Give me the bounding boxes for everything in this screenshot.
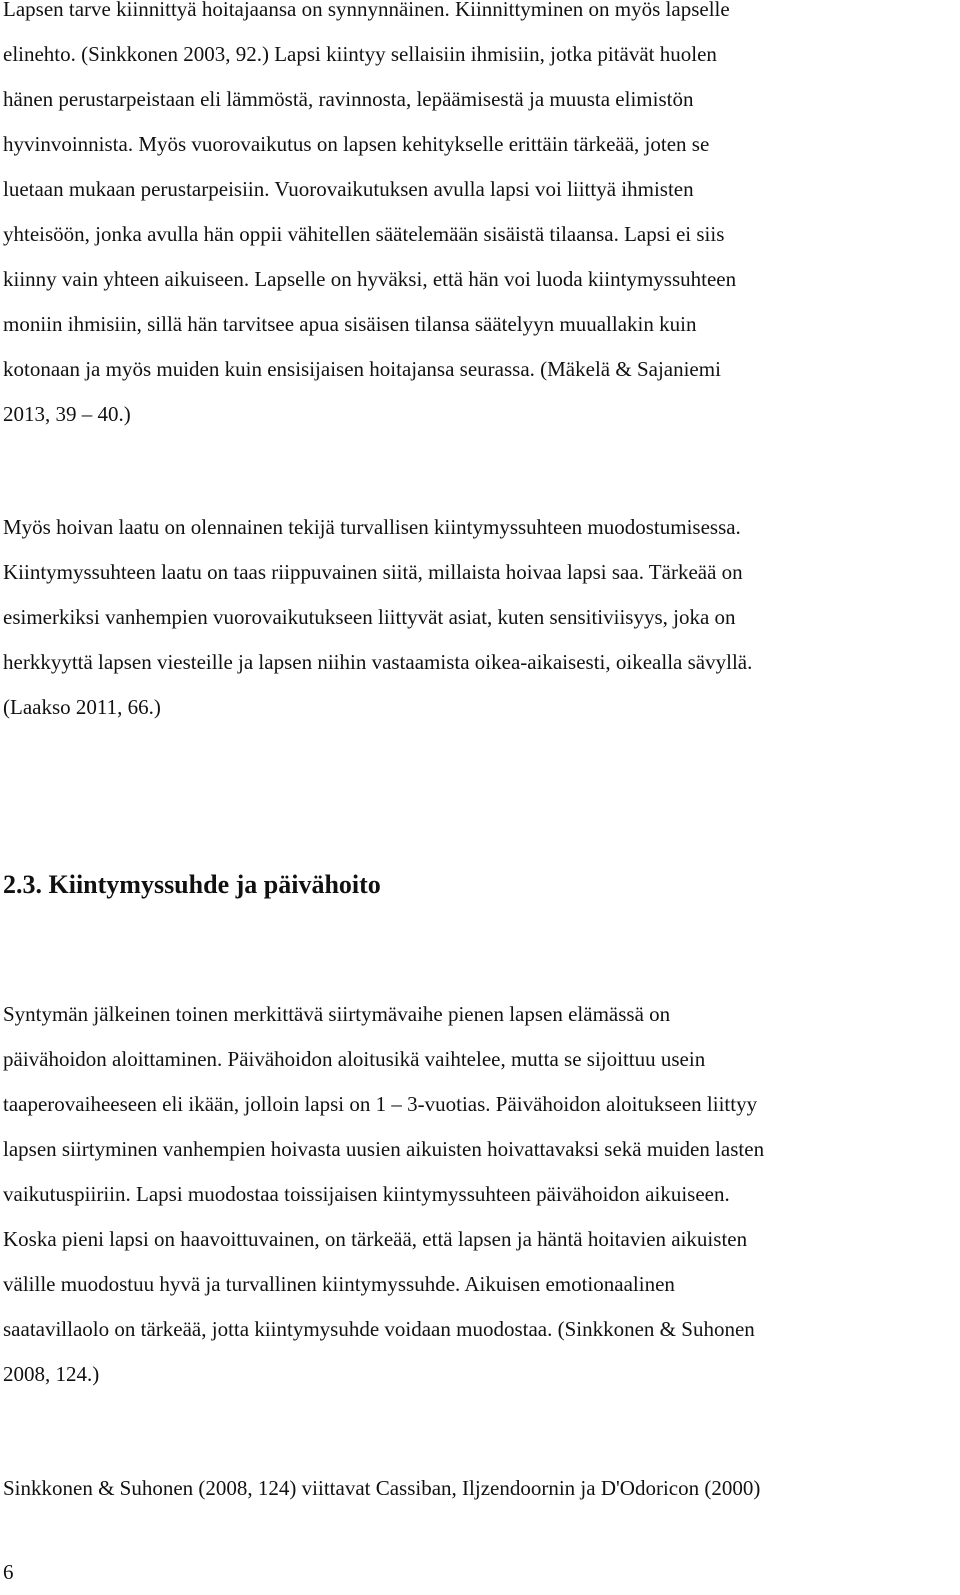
- paragraph-daycare-transition: [3, 992, 958, 1397]
- text-line: päivähoidon aloittaminen. Päivähoidon aloitusikä vaihtelee, mutta se sijoittuu usein: [3, 1047, 706, 1071]
- text-line: 2013, 39 – 40.): [3, 402, 131, 426]
- section-heading: 2.3. Kiintymyssuhde ja päivähoito: [3, 870, 381, 899]
- text-line: herkkyyttä lapsen viesteille ja lapsen niihin vastaamista oikea-aikaisesti, oikealla sävyllä.: [3, 650, 753, 674]
- text-line: kiinny vain yhteen aikuiseen. Lapselle on hyväksi, että hän voi luoda kiintymyssuhteen: [3, 267, 737, 291]
- text-line: saatavillaolo on tärkeää, jotta kiintymysuhde voidaan muodostaa. (Sinkkonen & Suhonen: [3, 1317, 755, 1341]
- paragraph-attachment-needs: [3, 0, 958, 437]
- text-line: Sinkkonen & Suhonen (2008, 124) viittavat Cassiban, Iljzendoornin ja D'Odoricon (2000): [3, 1476, 761, 1500]
- text-line: (Laakso 2011, 66.): [3, 695, 161, 719]
- text-line: moniin ihmisiin, sillä hän tarvitsee apua sisäisen tilansa säätelyyn muuallakin kuin: [3, 312, 697, 336]
- text-line: 2008, 124.): [3, 1362, 100, 1386]
- text-line: hänen perustarpeistaan eli lämmöstä, ravinnosta, lepäämisestä ja muusta elimistön: [3, 87, 694, 111]
- text-line: yhteisöön, jonka avulla hän oppii vähitellen säätelemään sisäistä tilaansa. Lapsi ei siis: [3, 222, 725, 246]
- text-line: Kiintymyssuhteen laatu on taas riippuvainen siitä, millaista hoivaa lapsi saa. Tärkeää on: [3, 560, 743, 584]
- text-line: hyvinvoinnista. Myös vuorovaikutus on lapsen kehitykselle erittäin tärkeää, joten se: [3, 132, 710, 156]
- text-line: esimerkiksi vanhempien vuorovaikutukseen liittyvät asiat, kuten sensitiviisyys, joka on: [3, 605, 736, 629]
- text-line: Myös hoivan laatu on olennainen tekijä turvallisen kiintymyssuhteen muodostumisessa.: [3, 515, 741, 539]
- text-line: luetaan mukaan perustarpeisiin. Vuorovaikutuksen avulla lapsi voi liittyä ihmisten: [3, 177, 694, 201]
- text-line: välille muodostuu hyvä ja turvallinen kiintymyssuhde. Aikuisen emotionaalinen: [3, 1272, 675, 1296]
- text-line: elinehto. (Sinkkonen 2003, 92.) Lapsi kiintyy sellaisiin ihmisiin, jotka pitävät huolen: [3, 42, 717, 66]
- text-line: Lapsen tarve kiinnittyä hoitajaansa on synnynnäinen. Kiinnittyminen on myös lapselle: [3, 0, 730, 21]
- text-line: lapsen siirtyminen vanhempien hoivasta uusien aikuisten hoivattavaksi sekä muiden lasten: [3, 1137, 765, 1161]
- text-line: taaperovaiheeseen eli ikään, jolloin lapsi on 1 – 3-vuotias. Päivähoidon aloitukseen liittyy: [3, 1092, 758, 1116]
- text-line: kotonaan ja myös muiden kuin ensisijaisen hoitajansa seurassa. (Mäkelä & Sajaniemi: [3, 357, 721, 381]
- page-number: 6: [3, 1560, 14, 1584]
- text-line: Syntymän jälkeinen toinen merkittävä siirtymävaihe pienen lapsen elämässä on: [3, 1002, 671, 1026]
- paragraph-citation: [3, 1466, 958, 1511]
- paragraph-care-quality: [3, 505, 958, 730]
- text-line: Koska pieni lapsi on haavoittuvainen, on tärkeää, että lapsen ja häntä hoitavien aikuisten: [3, 1227, 748, 1251]
- text-line: vaikutuspiiriin. Lapsi muodostaa toissijaisen kiintymyssuhteen päivähoidon aikuiseen.: [3, 1182, 730, 1206]
